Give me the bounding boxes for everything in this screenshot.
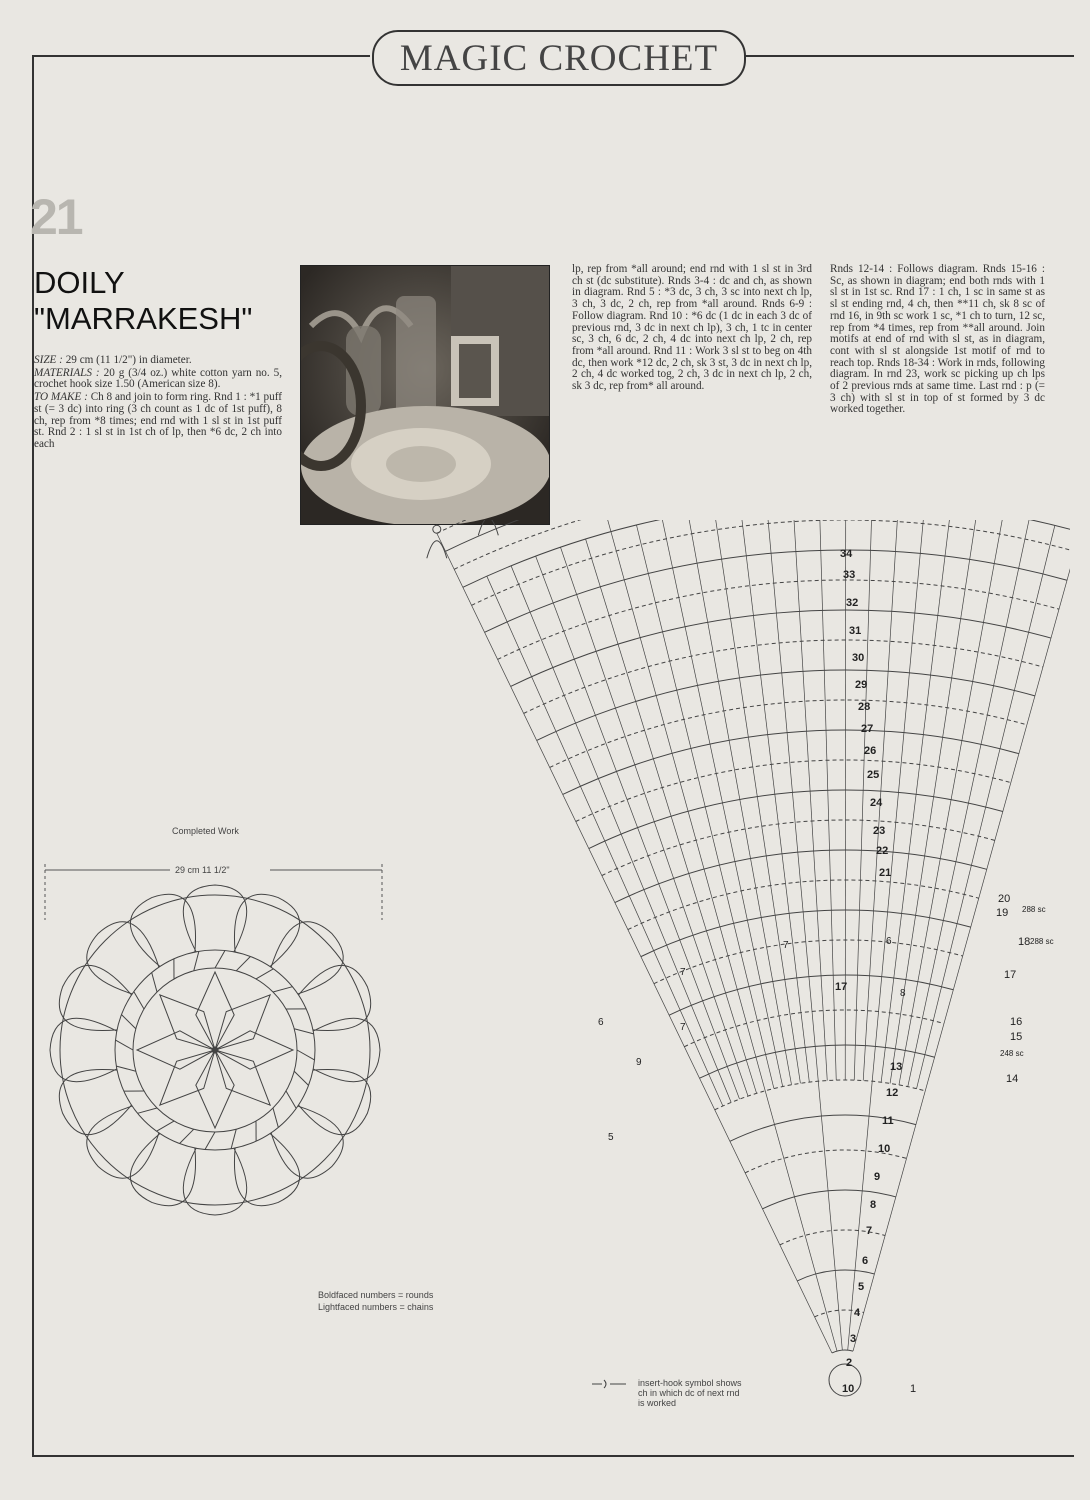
round-number: 4 bbox=[854, 1307, 861, 1319]
stitch-count: 288 sc bbox=[1022, 905, 1046, 914]
round-number: 6 bbox=[862, 1255, 869, 1267]
chain-number: 7 bbox=[783, 940, 789, 951]
round-number: 27 bbox=[861, 723, 874, 735]
materials-label: MATERIALS : bbox=[34, 366, 100, 379]
masthead bbox=[372, 30, 746, 86]
chain-number: 6 bbox=[886, 936, 892, 947]
crochet-chart bbox=[370, 520, 1070, 1470]
diameter-label: 29 cm 11 1/2" bbox=[175, 865, 230, 875]
side-round-label: 19 bbox=[996, 907, 1009, 919]
chain-number: 6 bbox=[598, 1017, 604, 1028]
round-number: 26 bbox=[864, 745, 877, 757]
materials-value: 20 g (3/4 oz.) white cotton yarn no. 5, crochet hook size 1.50 (American size 8). bbox=[34, 366, 282, 391]
round-number: 29 bbox=[855, 679, 868, 691]
legend-hook-symbol: insert-hook symbol shows ch in which dc of next rnd is worked bbox=[638, 1378, 742, 1408]
doily-photo bbox=[300, 265, 550, 525]
instructions-column-2: lp, rep from *all around; end rnd with 1 sl st in 3rd ch st (dc substitute). Rnds 3-4 : dc and ch, as shown in diagram. Rnd 5 : *3 dc, 3 ch, 3 sc into next ch lp, 3 ch, 3 dc, 2 ch, rep from *all around. Rnds 6-9 : Follow diagram. Rnd 10 : *6 dc (1 dc in each 3 dc of previous rnd, 3 dc in next ch lp), 3 ch, 1 tc in center sc, 3 ch, 6 dc, 2 ch, 4 dc into next ch lp, 2 ch, rep from *all around. Rnd 11 : Work 3 sl st to beg on 4th dc, then work *12 dc, 2 ch, sk 3 st, 3 dc in next ch lp, 2 ch, 4 dc worked tog, 2 ch, 3 dc in next ch lp, 2 ch, sk 3 dc, rep from* all around. bbox=[572, 263, 812, 393]
insert-hook-icon bbox=[590, 1376, 630, 1394]
round-number: 3 bbox=[850, 1333, 857, 1345]
round-number: 8 bbox=[870, 1199, 877, 1211]
round-number: 13 bbox=[890, 1061, 903, 1073]
round-number: 7 bbox=[866, 1225, 873, 1237]
round-number: 9 bbox=[874, 1171, 881, 1183]
round-number: 5 bbox=[858, 1281, 865, 1293]
round-number: 25 bbox=[867, 769, 880, 781]
legend-chains: Lightfaced numbers = chains bbox=[318, 1302, 434, 1312]
side-round-label: 20 bbox=[998, 893, 1011, 905]
round-number: 33 bbox=[843, 569, 856, 581]
title-line-1: DOILY bbox=[34, 265, 125, 300]
chain-number: 5 bbox=[608, 1132, 614, 1143]
tomake-value: Ch 8 and join to form ring. Rnd 1 : *1 puff st (= 3 dc) into ring (3 ch count as 1 dc of 1st puff), 8 ch, rep from *8 times; end rnd with 1 sl st in 1st puff st. Rnd 2 : 1 sl st in 1st ch of lp, then *6 dc, 2 ch into each bbox=[34, 391, 282, 450]
size-label: SIZE : bbox=[34, 354, 63, 366]
round-number: 10 bbox=[842, 1383, 855, 1395]
completed-work-caption: Completed Work bbox=[172, 826, 239, 836]
side-round-label: 17 bbox=[1004, 969, 1017, 981]
photo-image bbox=[301, 266, 549, 524]
round-number: 28 bbox=[858, 701, 871, 713]
round-number: 11 bbox=[882, 1115, 894, 1127]
tomake-label: TO MAKE : bbox=[34, 391, 88, 404]
round-number: 12 bbox=[886, 1087, 899, 1099]
round-number: 31 bbox=[849, 625, 862, 637]
chain-number: 9 bbox=[636, 1057, 642, 1068]
pattern-title bbox=[34, 265, 252, 337]
round-number: 21 bbox=[879, 867, 892, 879]
title-line-2: "MARRAKESH" bbox=[34, 301, 253, 336]
side-round-label: 15 bbox=[1010, 1031, 1023, 1043]
chain-number: 8 bbox=[900, 988, 906, 999]
round-number: 10 bbox=[878, 1143, 891, 1155]
round-number: 17 bbox=[835, 981, 848, 993]
chain-number: 7 bbox=[680, 1022, 686, 1033]
side-round-label: 14 bbox=[1006, 1073, 1019, 1085]
stitch-count: 248 sc bbox=[1000, 1049, 1024, 1058]
magazine-title: MAGIC CROCHET bbox=[399, 37, 719, 79]
stitch-count: 288 sc bbox=[1030, 937, 1054, 946]
round-number: 2 bbox=[846, 1357, 853, 1369]
round-number: 24 bbox=[870, 797, 883, 809]
round-number: 34 bbox=[840, 548, 853, 560]
size-value: 29 cm (11 1/2") in diameter. bbox=[62, 354, 192, 366]
instructions-column-1 bbox=[34, 355, 282, 452]
side-round-label: 16 bbox=[1010, 1016, 1023, 1028]
round-number: 30 bbox=[852, 652, 865, 664]
chain-number: 7 bbox=[680, 967, 686, 978]
legend-rounds: Boldfaced numbers = rounds bbox=[318, 1290, 434, 1300]
round-number: 23 bbox=[873, 825, 886, 837]
side-round-label: 18 bbox=[1018, 936, 1031, 948]
round-number: 32 bbox=[846, 597, 859, 609]
instructions-column-3: Rnds 12-14 : Follows diagram. Rnds 15-16 : Sc, as shown in diagram; end both rnds with 1 sl st in 1st sc. Rnd 17 : 1 ch, 1 sc in same st as sl st ending rnd, 4 ch, then **11 ch, sk 8 sc of rnd 16, in 9th sc work 1 sc, *1 ch to turn, 12 sc, rep from *4 times, rep from **all around. Join motifs at end of rnd with sl st, as in diagram, cont with sl st alongside 1st motif of rnd to reach top. Rnds 18-34 : Work in rnds, following diagram. In rnd 23, work sc picking up ch lps of 2 previous rnds at same time. Last rnd : p (= 3 ch) with sl st in top of st formed by 3 dc worked together. bbox=[830, 263, 1045, 416]
pattern-number: 21 bbox=[30, 189, 82, 245]
round-number: 22 bbox=[876, 845, 889, 857]
completed-work-diagram bbox=[40, 860, 400, 1220]
side-round-label: 1 bbox=[910, 1383, 917, 1395]
